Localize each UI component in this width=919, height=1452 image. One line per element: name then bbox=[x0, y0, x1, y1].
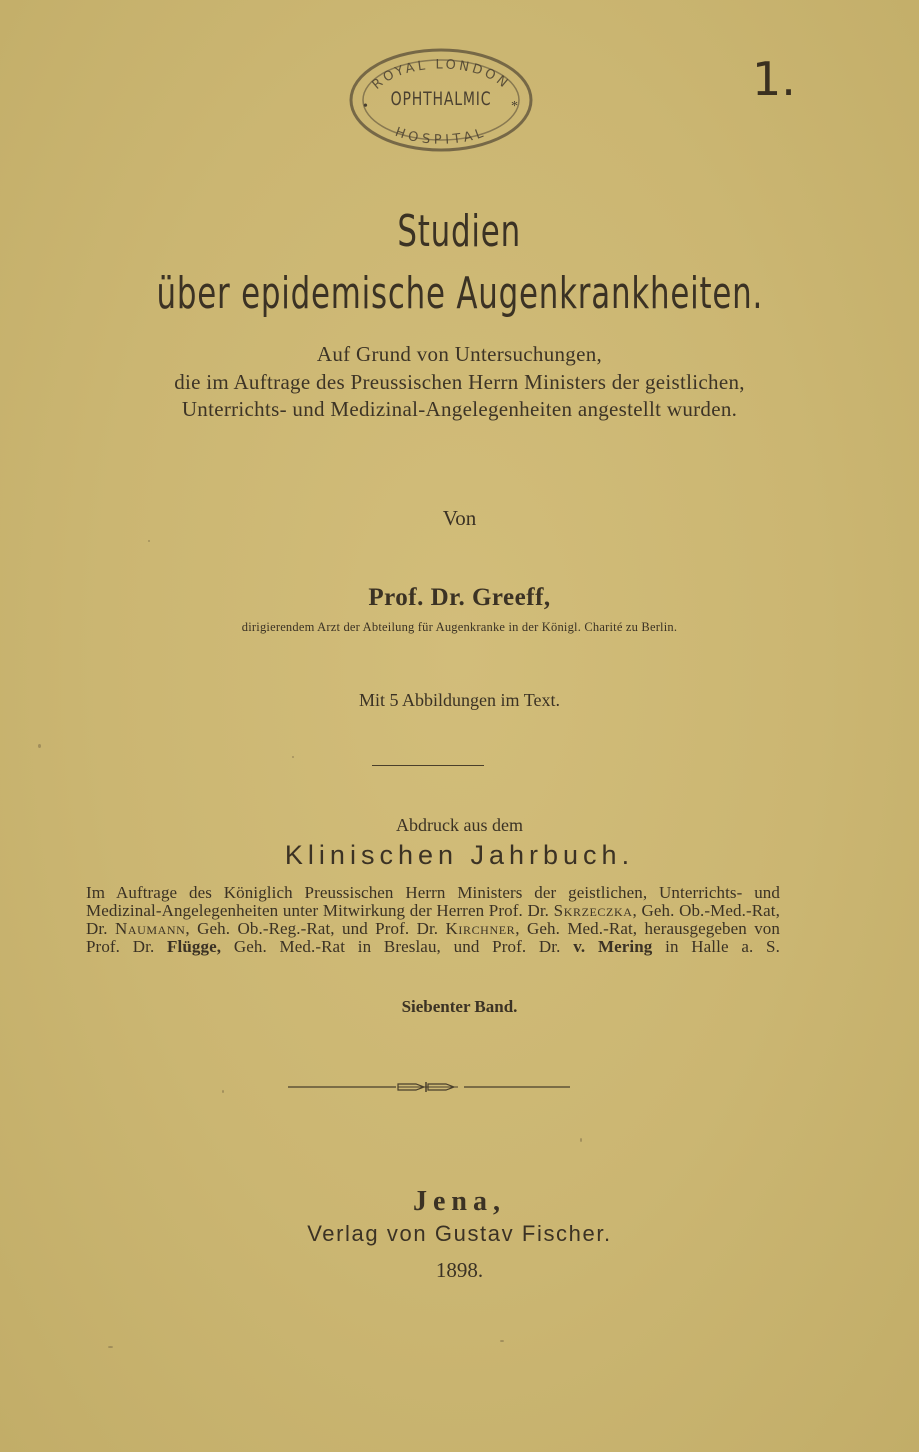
title-line-1 bbox=[0, 206, 919, 257]
by-label: Von bbox=[442, 506, 477, 530]
paper-speck bbox=[580, 1138, 582, 1142]
details-text-2: , Geh. Ob.-Med.-Rat, Dr. bbox=[86, 901, 780, 938]
title-line-2-text: über epidemische Augenkrankheiten. bbox=[156, 268, 763, 319]
details-text-4: , Geh. Med.-Rat, herausgegeben von Prof. Dr. bbox=[86, 919, 780, 956]
volume-label: Siebenter Band. bbox=[401, 997, 518, 1016]
imprint-year: 1898. bbox=[435, 1258, 484, 1282]
svg-text:•: • bbox=[363, 99, 368, 114]
svg-text:HOSPITAL bbox=[393, 125, 489, 148]
ornament-rule-icon bbox=[288, 1080, 570, 1094]
svg-text:*: * bbox=[511, 99, 518, 114]
reprint-label: Abdruck aus dem bbox=[396, 815, 523, 835]
stamp-top-text: ROYAL LONDON bbox=[369, 57, 513, 93]
subtitle-line-2: die im Auftrage des Preussischen Herrn Ministers der geistlichen, bbox=[174, 370, 745, 394]
author-affiliation: dirigierendem Arzt der Abteilung für Augenkranke in der Königl. Charité zu Berlin. bbox=[241, 620, 678, 634]
reprint-details bbox=[86, 884, 780, 956]
page-number: 1. bbox=[752, 52, 796, 106]
editor-name-3: Kirchner bbox=[445, 919, 516, 938]
editor-name-5: v. Mering bbox=[573, 937, 653, 956]
imprint-publisher: Verlag von Gustav Fischer. bbox=[307, 1221, 612, 1246]
editor-name-2: Naumann bbox=[114, 919, 186, 938]
stamp-bottom-text: HOSPITAL bbox=[393, 124, 489, 148]
details-text-1: Im Auftrage des Königlich Preussischen Herrn Ministers der geistlichen, Unterrichts- und Medizinal-Angelegenheiten unter Mitwirkung der Herren Prof. Dr. bbox=[86, 883, 780, 920]
editor-name-4: Flügge, bbox=[167, 937, 222, 956]
subtitle-line-1: Auf Grund von Untersuchungen, bbox=[316, 342, 603, 366]
paper-speck bbox=[148, 540, 150, 542]
paper-speck bbox=[38, 744, 41, 748]
journal-title: Klinischen Jahrbuch. bbox=[284, 840, 635, 870]
paper-speck bbox=[108, 1346, 113, 1348]
paper-speck bbox=[222, 1090, 224, 1093]
details-text-3: , Geh. Ob.-Reg.-Rat, und Prof. Dr. bbox=[185, 919, 439, 938]
author-name: Prof. Dr. Greeff, bbox=[368, 584, 551, 611]
figures-note: Mit 5 Abbildungen im Text. bbox=[359, 690, 560, 710]
title-line-2 bbox=[0, 268, 919, 319]
details-text-6: in Halle a. S. bbox=[665, 937, 780, 956]
editor-name-1: Skrzeczka bbox=[553, 901, 633, 920]
imprint-city: Jena, bbox=[413, 1186, 506, 1217]
paper-speck bbox=[500, 1340, 504, 1342]
divider-rule bbox=[372, 765, 484, 766]
title-line-1-text: Studien bbox=[397, 206, 522, 257]
subtitle-line-3: Unterrichts- und Medizinal-Angelegenheiten angestellt wurden. bbox=[181, 397, 738, 421]
library-stamp bbox=[345, 44, 537, 156]
paper-speck bbox=[292, 756, 294, 758]
details-text-5: Geh. Med.-Rat in Breslau, und Prof. Dr. bbox=[233, 937, 561, 956]
stamp-center-text: OPHTHALMIC bbox=[390, 88, 492, 110]
